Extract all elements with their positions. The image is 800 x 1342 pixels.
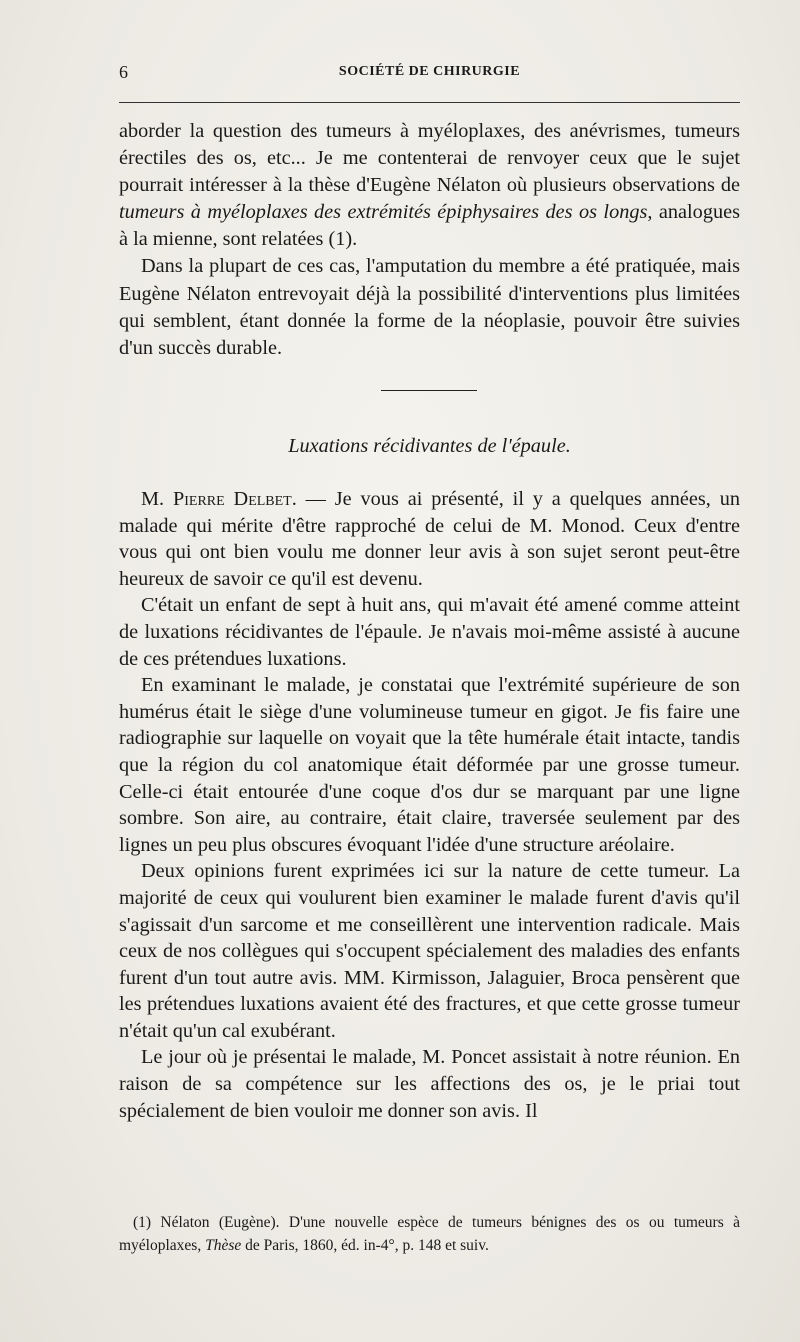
page-number: 6	[119, 62, 128, 82]
text-run: , analogues à la mienne, sont relatées (1).	[119, 201, 740, 251]
page-header	[119, 62, 740, 88]
paragraph	[119, 118, 740, 253]
footnote	[119, 1211, 740, 1257]
text-run: C'était un enfant de sept à huit ans, qui m'avait été amené comme atteint de luxations récidivantes de l'épaule. Je n'avais moi-même assisté à aucune de ces prétendues luxations.	[119, 594, 740, 670]
text-run: M.	[141, 488, 173, 510]
text-run: En examinant le malade, je constatai que l'extrémité supérieure de son humérus était le siège d'une volumineuse tumeur en gigot. Je fis faire une radiographie sur laquelle on voyait que la tête humérale était intacte, tandis que la région du col anatomique était déformée par une grosse tumeur. Celle-ci était entourée d'une coque d'os dur se marquant par une ligne sombre. Son aire, au contraire, était claire, traversée seulement par des lignes un peu plus obscures évoquant l'idée d'une structure aréolaire.	[119, 674, 740, 856]
running-head: SOCIÉTÉ DE CHIRURGIE	[338, 64, 521, 79]
text-run: (1) Nélaton (Eugène). D'une nouvelle espèce de tumeurs bénignes des os ou tumeurs à myéloplaxes,	[119, 1214, 740, 1254]
section-separator	[381, 390, 477, 391]
text-run: Deux opinions furent exprimées ici sur la nature de cette tumeur. La majorité de ceux qui voulurent bien examiner le malade furent d'avis qu'il s'agissait d'un sarcome et me conseillèrent une intervention radicale. Mais ceux de nos collègues qui s'occupent spécialement des maladies des enfants furent d'un tout autre avis. MM. Kirmisson, Jalaguier, Broca pensèrent que les prétendues luxations avaient été des fractures, et que cette grosse tumeur n'était qu'un cal exubérant.	[119, 860, 740, 1042]
paragraph	[119, 1044, 740, 1124]
footnotes	[119, 1211, 740, 1257]
text-run: tumeurs à myéloplaxes des extrémités épiphysaires des os longs	[119, 201, 648, 224]
text-run: Le jour où je présentai le malade, M. Poncet assistait à notre réunion. En raison de sa compétence sur les affections des os, je le priai tout spécialement de bien vouloir me donner son avis. Il	[119, 1046, 740, 1122]
paragraph	[119, 672, 740, 858]
body-text-section-2	[119, 486, 740, 1124]
text-run: de Paris, 1860, éd. in-4°, p. 148 et suiv.	[241, 1237, 489, 1254]
paragraph	[119, 858, 740, 1044]
text-run: Dans la plupart de ces cas, l'amputation du membre a été pratiquée, mais Eugène Nélaton entrevoyait déjà la possibilité d'interventions plus limitées qui semblent, étant donnée la forme de la néoplasie, pouvoir être suivies d'un succès durable.	[119, 255, 740, 359]
text-run: Thèse	[205, 1237, 242, 1254]
paragraph	[119, 486, 740, 592]
body-text-section-1	[119, 118, 740, 362]
header-rule	[119, 102, 740, 103]
text-run: aborder la question des tumeurs à myéloplaxes, des anévrismes, tumeurs érectiles des os, etc... Je me contenterai de renvoyer ceux que le sujet pourrait intéresser à la thèse d'Eugène Nélaton où plusieurs observations de	[119, 120, 740, 197]
text-run: Pierre Delbet	[172, 488, 292, 510]
section-title: Luxations récidivantes de l'épaule.	[288, 435, 571, 457]
paragraph	[119, 253, 740, 361]
text-run: . — Je vous ai présenté, il y a quelques années, un malade qui mérite d'être rapproché de celui de M. Monod. Ceux d'entre vous qui ont bien voulu me donner leur avis à son sujet seront peut-être heureux de savoir ce qu'il est devenu.	[119, 488, 740, 590]
paragraph	[119, 592, 740, 672]
